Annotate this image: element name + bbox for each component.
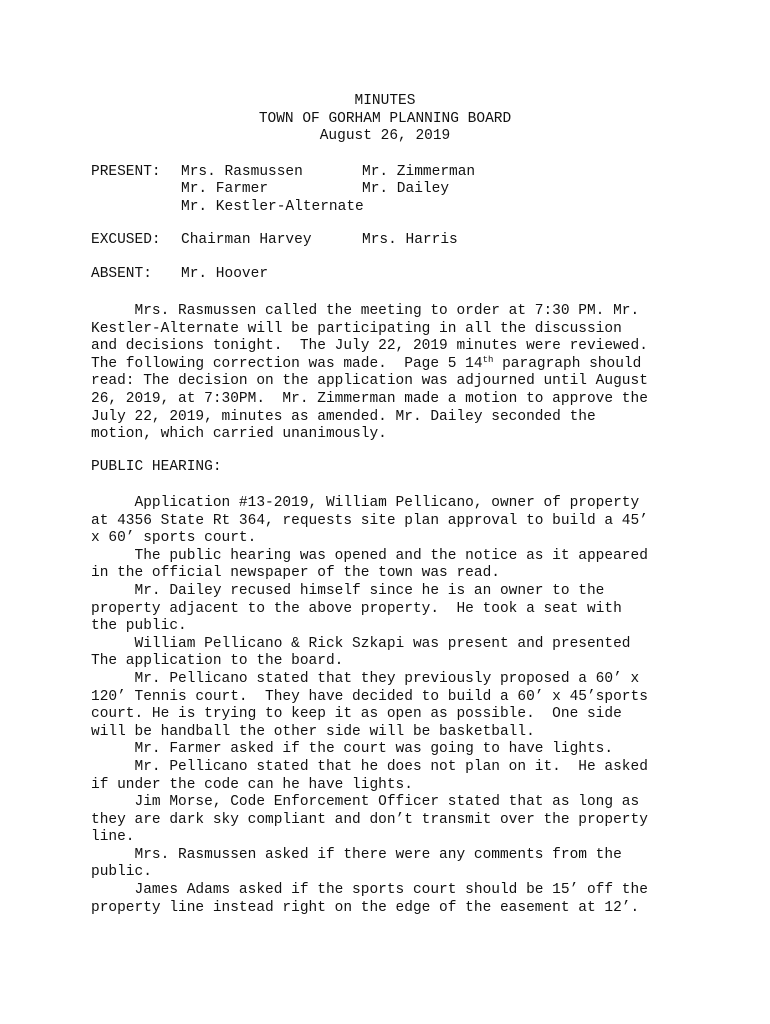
- present-member: Mr. Kestler-Alternate: [181, 199, 364, 215]
- paragraph-line: court. He is trying to keep it as open as possible. One side: [91, 706, 622, 723]
- paragraph-line: The public hearing was opened and the notice as it appeared: [91, 547, 648, 564]
- meeting-date: August 26, 2019: [319, 128, 451, 144]
- paragraph-line: [91, 356, 641, 372]
- paragraph-line: Mr. Dailey recused himself since he is an owner to the: [91, 582, 605, 599]
- present-member: Mr. Dailey: [362, 181, 450, 197]
- paragraph-line: at 4356 State Rt 364, requests site plan approval to build a 45’: [91, 512, 648, 529]
- public-hearing-heading: PUBLIC HEARING:: [91, 459, 222, 475]
- paragraph-line: James Adams asked if the sports court should be 15’ off the: [91, 882, 648, 899]
- minutes-title: MINUTES: [354, 93, 416, 109]
- opening-paragraph: [91, 303, 691, 444]
- paragraph-line: July 22, 2019, minutes as amended. Mr. Dailey seconded the: [91, 408, 596, 425]
- paragraph-line: The application to the board.: [91, 653, 344, 670]
- absent-member: Mr. Hoover: [181, 266, 269, 282]
- paragraph-line: Application #13-2019, William Pellicano, owner of property: [91, 495, 640, 511]
- paragraph-line: Mr. Pellicano stated that they previously proposed a 60’ x: [91, 670, 640, 687]
- paragraph-line: 26, 2019, at 7:30PM. Mr. Zimmerman made a motion to approve the: [91, 390, 648, 407]
- paragraph-line: the public.: [91, 618, 187, 635]
- paragraph-line: Mr. Pellicano stated that he does not plan on it. He asked: [91, 758, 648, 775]
- paragraph-line: William Pellicano & Rick Szkapi was present and presented: [91, 635, 631, 652]
- absent-label: ABSENT:: [91, 266, 152, 282]
- excused-member: Mrs. Harris: [362, 232, 458, 248]
- paragraph-line: line.: [91, 829, 135, 846]
- paragraph-line: property adjacent to the above property. He took a seat with: [91, 600, 622, 617]
- excused-member: Chairman Harvey: [181, 232, 312, 248]
- paragraph-line: they are dark sky compliant and don’t transmit over the property: [91, 811, 648, 828]
- paragraph-line: property line instead right on the edge of the easement at 12’.: [91, 899, 640, 916]
- paragraph-line: Kestler-Alternate will be participating in all the discussion: [91, 320, 622, 337]
- board-name: TOWN OF GORHAM PLANNING BOARD: [258, 111, 512, 127]
- paragraph-line: Mrs. Rasmussen called the meeting to order at 7:30 PM. Mr.: [91, 303, 640, 319]
- paragraph-line: if under the code can he have lights.: [91, 776, 413, 793]
- line-text: paragraph should: [493, 355, 642, 372]
- paragraph-line: Mrs. Rasmussen asked if there were any comments from the: [91, 846, 622, 863]
- paragraph-line: x 60’ sports court.: [91, 530, 257, 547]
- paragraph-line: 120’ Tennis court. They have decided to build a 60’ x 45’sports: [91, 688, 648, 705]
- present-member: Mr. Zimmerman: [362, 164, 476, 180]
- present-member: Mr. Farmer: [181, 181, 269, 197]
- paragraph-line: Mr. Farmer asked if the court was going to have lights.: [91, 741, 614, 758]
- paragraph-line: and decisions tonight. The July 22, 2019 minutes were reviewed.: [91, 338, 648, 355]
- paragraph-line: Jim Morse, Code Enforcement Officer stated that as long as: [91, 794, 640, 811]
- paragraph-line: public.: [91, 864, 152, 881]
- paragraph-line: read: The decision on the application was adjourned until August: [91, 373, 648, 390]
- paragraph-line: motion, which carried unanimously.: [91, 426, 387, 443]
- present-label: PRESENT:: [91, 164, 161, 180]
- excused-label: EXCUSED:: [91, 232, 161, 248]
- line-text: The following correction was made. Page 5 14: [91, 355, 483, 372]
- ordinal-suffix: th: [482, 354, 494, 365]
- paragraph-line: in the official newspaper of the town was read.: [91, 565, 500, 582]
- public-hearing-body: [91, 495, 691, 917]
- present-member: Mrs. Rasmussen: [181, 164, 303, 180]
- paragraph-line: will be handball the other side will be basketball.: [91, 723, 535, 740]
